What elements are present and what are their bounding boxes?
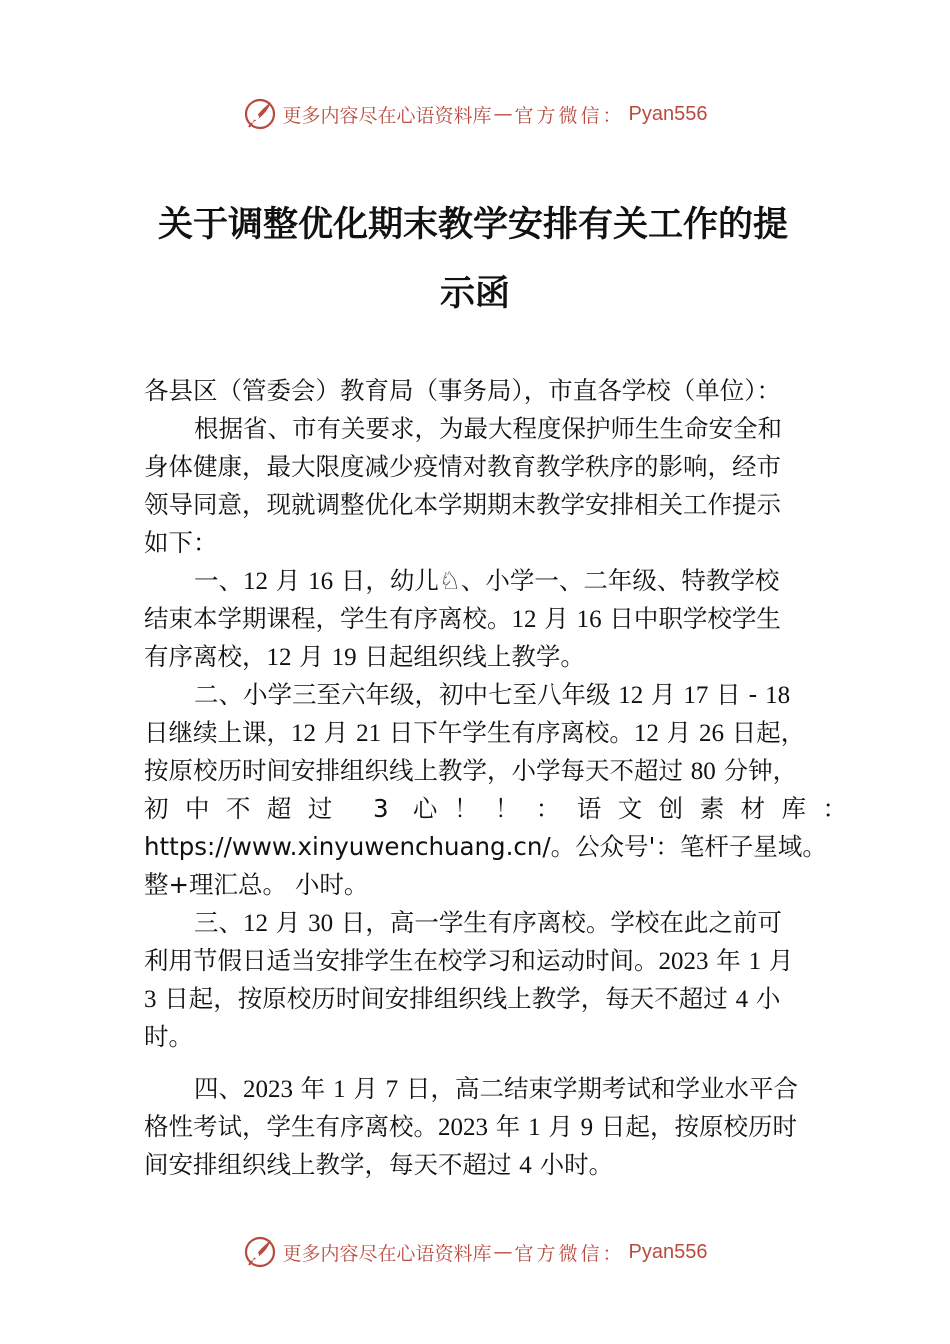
intro-line: 如下： <box>144 528 218 557</box>
item1-line: 一、12 月 16 日，幼儿♘、小学一、二年级、特教学校 <box>194 566 780 595</box>
banner-text: 更多内容尽在心语资料库 <box>282 1242 492 1265</box>
item3-line: 利用节假日适当安排学生在校学习和运动时间。2023 年 1 月 <box>144 946 794 975</box>
banner-text: 更多内容尽在心语资料库 <box>282 104 492 127</box>
item2-injected-url-line: https://www.xinyuwenchuang.cn/。公众号'：笔杆子星域。 <box>144 832 827 861</box>
item3-line: 时。 <box>144 1022 193 1051</box>
item1-line: 有序离校，12 月 19 日起组织线上教学。 <box>144 642 585 671</box>
item2-injected-line: 初中不超过 3 心！！：语文创素材库： <box>144 794 847 823</box>
intro-line: 身体健康，最大限度减少疫情对教育教学秩序的影响，经市 <box>144 452 781 481</box>
header-watermark-banner <box>0 94 950 134</box>
item2-line: 按原校历时间安排组织线上教学，小学每天不超过 80 分钟， <box>144 756 798 785</box>
item2-line: 二、小学三至六年级，初中七至八年级 12 月 17 日 - 18 <box>194 680 791 709</box>
document-title-line-1: 关于调整优化期末教学安排有关工作的提 <box>157 204 788 245</box>
document-body <box>144 372 847 1184</box>
item4-line: 四、2023 年 1 月 7 日，高二结束学期考试和学业水平合 <box>194 1074 798 1103</box>
item3-line: 三、12 月 30 日，高一学生有序离校。学校在此之前可 <box>194 908 782 937</box>
banner-dash: — <box>493 103 513 125</box>
banner-wechat-label: 官方微信： <box>514 1242 625 1265</box>
intro-line: 领导同意，现就调整优化本学期期末教学安排相关工作提示 <box>144 490 781 519</box>
item4-line: 间安排组织线上教学，每天不超过 4 小时。 <box>144 1150 614 1179</box>
banner-wechat-id: Pyan556 <box>628 1240 708 1263</box>
item4-line: 格性考试，学生有序离校。2023 年 1 月 9 日起，按原校历时 <box>144 1112 797 1141</box>
item2-line: 日继续上课，12 月 21 日下午学生有序离校。12 月 26 日起， <box>144 718 806 747</box>
paragraph-gap <box>144 1056 844 1070</box>
quill-pen-logo-icon <box>243 1235 277 1269</box>
intro-line: 根据省、市有关要求，为最大程度保护师生生命安全和 <box>194 414 782 443</box>
quill-pen-logo-icon <box>243 97 277 131</box>
banner-dash: — <box>493 1241 513 1263</box>
item3-line: 3 日起，按原校历时间安排组织线上教学，每天不超过 4 小 <box>144 984 781 1013</box>
banner-wechat-label: 官方微信： <box>514 104 625 127</box>
item2-line: 整+理汇总。 小时。 <box>144 870 369 899</box>
footer-watermark-banner <box>0 1232 950 1272</box>
document-title-line-2: 示函 <box>439 273 510 314</box>
item1-line: 结束本学期课程，学生有序离校。12 月 16 日中职学校学生 <box>144 604 781 633</box>
salutation: 各县区（管委会）教育局（事务局），市直各学校（单位）： <box>144 376 781 405</box>
banner-wechat-id: Pyan556 <box>628 102 708 125</box>
